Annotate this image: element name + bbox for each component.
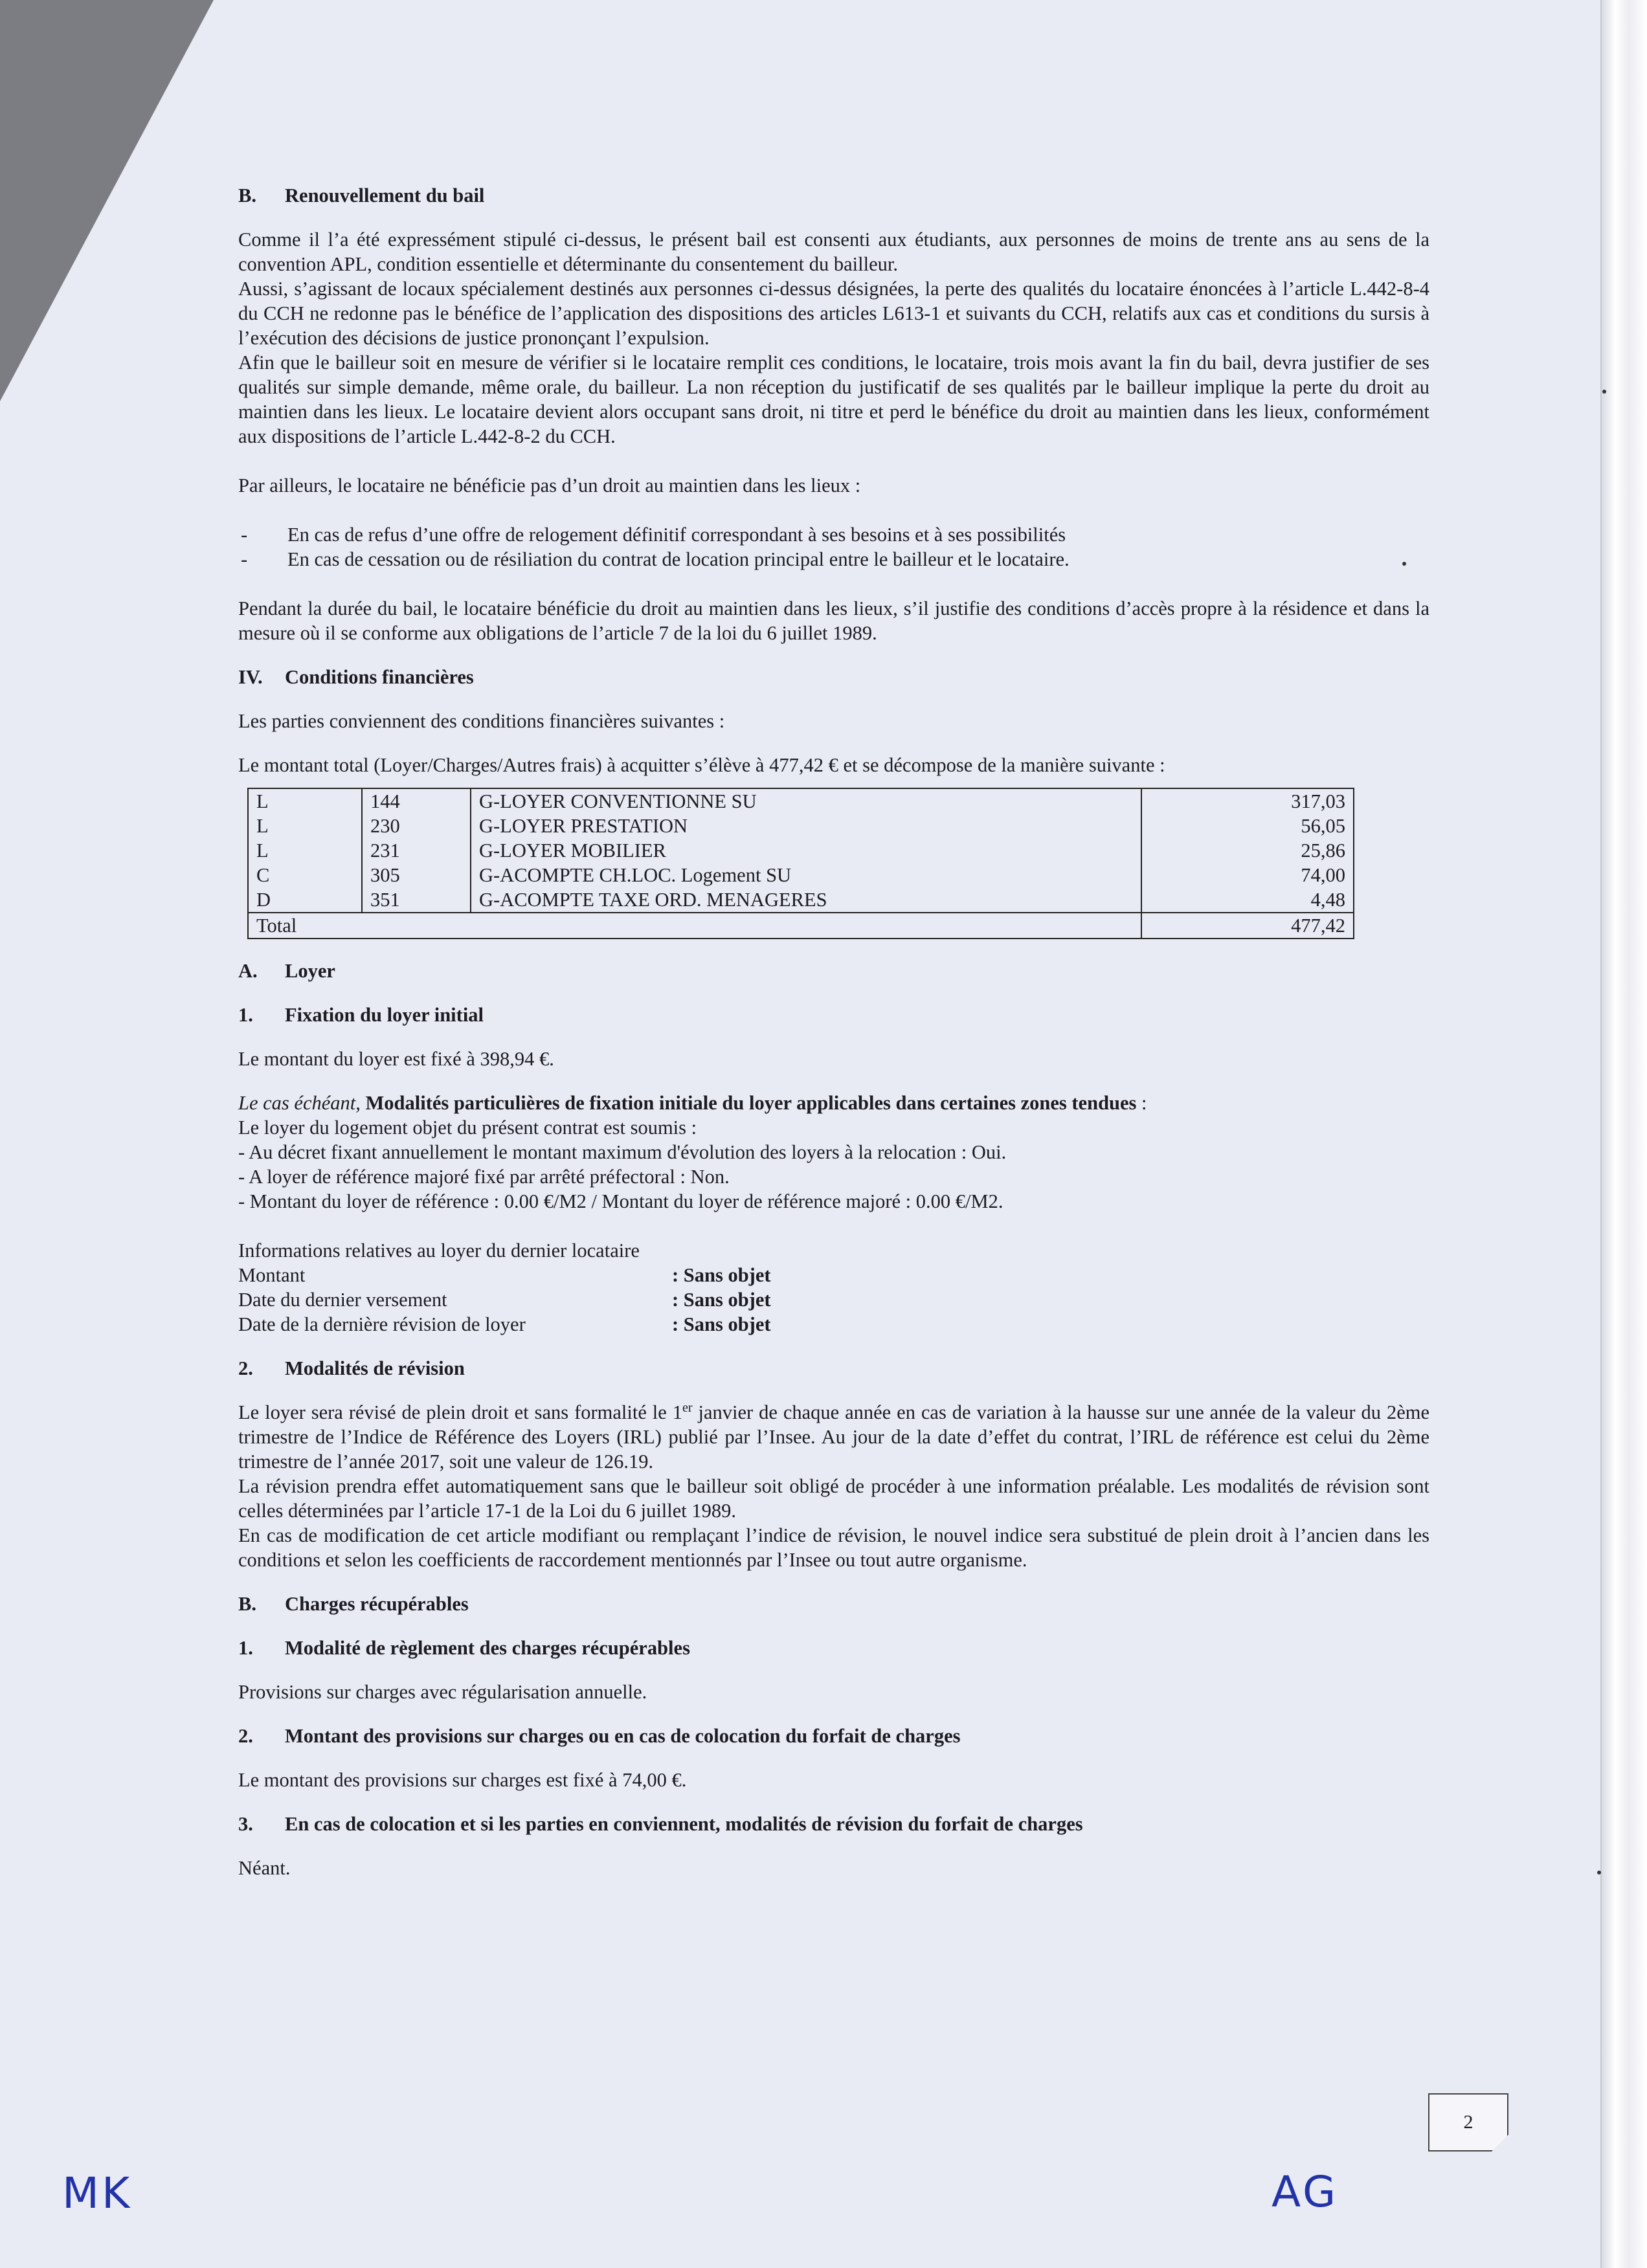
type-cell: L (248, 788, 362, 814)
colon: : (1136, 1092, 1147, 1114)
amount-cell: 25,86 (1141, 838, 1354, 863)
total-amount-cell: 477,42 (1141, 913, 1354, 939)
total-label-cell: Total (248, 913, 1141, 939)
bullet-list (238, 522, 1429, 572)
list-item: - En cas de refus d’une offre de relogement définitif correspondant à ses besoins et à ses possibilités (238, 522, 1429, 547)
handwritten-initials-right: AG (1272, 2167, 1339, 2217)
page-number-box (1428, 2093, 1508, 2151)
row-label: Date de la dernière révision de loyer (238, 1313, 526, 1335)
heading-text: Conditions financières (285, 666, 474, 688)
heading-text: Renouvellement du bail (285, 184, 485, 206)
paragraph (238, 1400, 1429, 1474)
scan-speck (1602, 390, 1606, 394)
line: Le loyer du logement objet du présent contrat est soumis : (238, 1117, 697, 1139)
heading-text: En cas de colocation et si les parties en conviennent, modalités de révision du forfait de charges (285, 1813, 1083, 1835)
table-row (248, 887, 1354, 913)
amount-cell: 317,03 (1141, 788, 1354, 814)
line: - A loyer de référence majoré fixé par arrêté préfectoral : Non. (238, 1166, 730, 1188)
type-cell: D (248, 887, 362, 913)
heading-number: 2. (238, 1357, 253, 1379)
row-label: Date du dernier versement (238, 1289, 447, 1311)
code-cell: 230 (362, 814, 471, 838)
paragraph: Néant. (238, 1857, 291, 1879)
code-cell: 351 (362, 887, 471, 913)
heading-colocation-revision (238, 1812, 1429, 1836)
heading-renouvellement-du-bail (238, 183, 1429, 208)
previous-tenant-row (238, 1287, 1429, 1312)
bold-title: Modalités particulières de fixation initiale du loyer applicables dans certaines zones tendues (365, 1092, 1137, 1114)
list-item: - En cas de cessation ou de résiliation du contrat de location principal entre le bailleur et le locataire. (238, 547, 1429, 572)
paragraph: Provisions sur charges avec régularisation annuelle. (238, 1681, 647, 1703)
label-cell: G-LOYER CONVENTIONNE SU (471, 788, 1141, 814)
heading-text: Modalité de règlement des charges récupérables (285, 1637, 690, 1659)
paragraph: Comme il l’a été expressément stipulé ci-dessus, le présent bail est consenti aux étudiants, aux personnes de moins de trente ans au sens de la convention APL, condition essentielle et déterminante du consentement du bailleur. (238, 228, 1429, 275)
heading-number: 3. (238, 1813, 253, 1835)
italic-prefix: Le cas échéant, (238, 1092, 361, 1114)
paragraph: Les parties conviennent des conditions financières suivantes : (238, 710, 725, 732)
table-row (248, 814, 1354, 838)
heading-modalite-reglement (238, 1636, 1429, 1660)
heading-fixation-loyer-initial (238, 1003, 1429, 1027)
code-cell: 231 (362, 838, 471, 863)
page-number: 2 (1463, 2111, 1473, 2133)
label-cell: G-ACOMPTE CH.LOC. Logement SU (471, 863, 1141, 887)
heading-text: Montant des provisions sur charges ou en cas de colocation du forfait de charges (285, 1725, 961, 1747)
amount-cell: 74,00 (1141, 863, 1354, 887)
line: - Au décret fixant annuellement le montant maximum d'évolution des loyers à la relocation : Oui. (238, 1141, 1007, 1163)
text: Le loyer sera révisé de plein droit et sans formalité le 1 (238, 1401, 682, 1423)
table-row (248, 838, 1354, 863)
rent-amount-text: Le montant du loyer est fixé à 398,94 €. (238, 1048, 554, 1070)
heading-loyer (238, 959, 1429, 983)
previous-tenant-row (238, 1312, 1429, 1337)
code-cell: 305 (362, 863, 471, 887)
label-cell: G-LOYER PRESTATION (471, 814, 1141, 838)
paragraph: En cas de modification de cet article modifiant ou remplaçant l’indice de révision, le nouvel indice sera substitué de plein droit à l’ancien dans les conditions et selon les coefficients de raccordement mentionnés par l’Insee ou tout autre organisme. (238, 1524, 1429, 1571)
heading-text: Charges récupérables (285, 1593, 469, 1615)
heading-montant-provisions (238, 1724, 1429, 1748)
financial-breakdown-table (247, 788, 1354, 939)
handwritten-initials-left: MK (62, 2168, 133, 2218)
stacked-pages-edge (1600, 0, 1647, 2268)
heading-number: 1. (238, 1637, 253, 1659)
previous-tenant-title: Informations relatives au loyer du dernier locataire (238, 1240, 640, 1262)
heading-number: A. (238, 960, 258, 982)
label-cell: G-LOYER MOBILIER (471, 838, 1141, 863)
heading-number: B. (238, 184, 256, 206)
text: janvier de chaque année en cas de variation à la hausse sur une année de la valeur du 2ème trimestre de l’Indice de Référence des Loyers (IRL) publié par l’Insee. Au jour de la date d’effet du contrat, l’IRL de référence est celui du 2ème trimestre de l’année 2017, soit une valeur de 126.19. (238, 1401, 1429, 1473)
scan-speck (1597, 1871, 1601, 1874)
type-cell: L (248, 814, 362, 838)
paragraph: Aussi, s’agissant de locaux spécialement destinés aux personnes ci-dessus désignées, la perte des qualités du locataire énoncées à l’article L.442-8-4 du CCH ne redonne pas le bénéfice de l’application des dispositions des articles L613-1 et suivants du CCH, relatifs aux cas et conditions du sursis à l’exécution des décisions de justice prononçant l’expulsion. (238, 278, 1429, 349)
folded-page-corner (0, 0, 214, 401)
paragraph: Le montant total (Loyer/Charges/Autres frais) à acquitter s’élève à 477,42 € et se décompose de la manière suivante : (238, 754, 1165, 776)
heading-text: Loyer (285, 960, 335, 982)
label-cell: G-ACOMPTE TAXE ORD. MENAGERES (471, 887, 1141, 913)
amount-cell: 4,48 (1141, 887, 1354, 913)
table-total-row (248, 913, 1354, 939)
heading-number: 1. (238, 1004, 253, 1026)
heading-conditions-financieres (238, 665, 1429, 689)
heading-number: B. (238, 1593, 256, 1615)
table-row (248, 863, 1354, 887)
superscript: er (682, 1400, 693, 1415)
paragraph: Afin que le bailleur soit en mesure de vérifier si le locataire remplit ces conditions, le locataire, trois mois avant la fin du bail, devra justifier de ses qualités sur simple demande, même orale, du bailleur. La non réception du justificatif de ses qualités par le bailleur implique la perte du droit au maintien dans les lieux. Le locataire devient alors occupant sans droit, ni titre et perd le bénéfice du droit au maintien dans les lieux, conformément aux dispositions de l’article L.442-8-2 du CCH. (238, 351, 1429, 447)
row-label: Montant (238, 1264, 306, 1286)
line: - Montant du loyer de référence : 0.00 €/M2 / Montant du loyer de référence majoré : 0.00 €/M2. (238, 1190, 1003, 1212)
document-body (238, 183, 1429, 1880)
heading-number: IV. (238, 666, 263, 688)
table-row (248, 788, 1354, 814)
row-value: : Sans objet (672, 1289, 771, 1311)
heading-text: Modalités de révision (285, 1357, 465, 1379)
heading-text: Fixation du loyer initial (285, 1004, 484, 1026)
heading-modalites-revision (238, 1356, 1429, 1381)
heading-charges-recuperables (238, 1592, 1429, 1616)
row-value: : Sans objet (672, 1313, 771, 1335)
paragraph: Par ailleurs, le locataire ne bénéficie pas d’un droit au maintien dans les lieux : (238, 474, 861, 496)
type-cell: L (248, 838, 362, 863)
paragraph: La révision prendra effet automatiquement sans que le bailleur soit obligé de procéder à une information préalable. Les modalités de révision sont celles déterminées par l’article 17-1 de la Loi du 6 juillet 1989. (238, 1475, 1429, 1522)
paragraph: Le montant des provisions sur charges est fixé à 74,00 €. (238, 1769, 687, 1791)
amount-cell: 56,05 (1141, 814, 1354, 838)
zones-tendues-title (238, 1091, 1429, 1115)
type-cell: C (248, 863, 362, 887)
heading-number: 2. (238, 1725, 253, 1747)
row-value: : Sans objet (672, 1264, 771, 1286)
code-cell: 144 (362, 788, 471, 814)
previous-tenant-row (238, 1263, 1429, 1287)
paragraph: Pendant la durée du bail, le locataire bénéficie du droit au maintien dans les lieux, s’il justifie des conditions d’accès propre à la résidence et dans la mesure où il se conforme aux obligations de l’article 7 de la loi du 6 juillet 1989. (238, 597, 1429, 644)
